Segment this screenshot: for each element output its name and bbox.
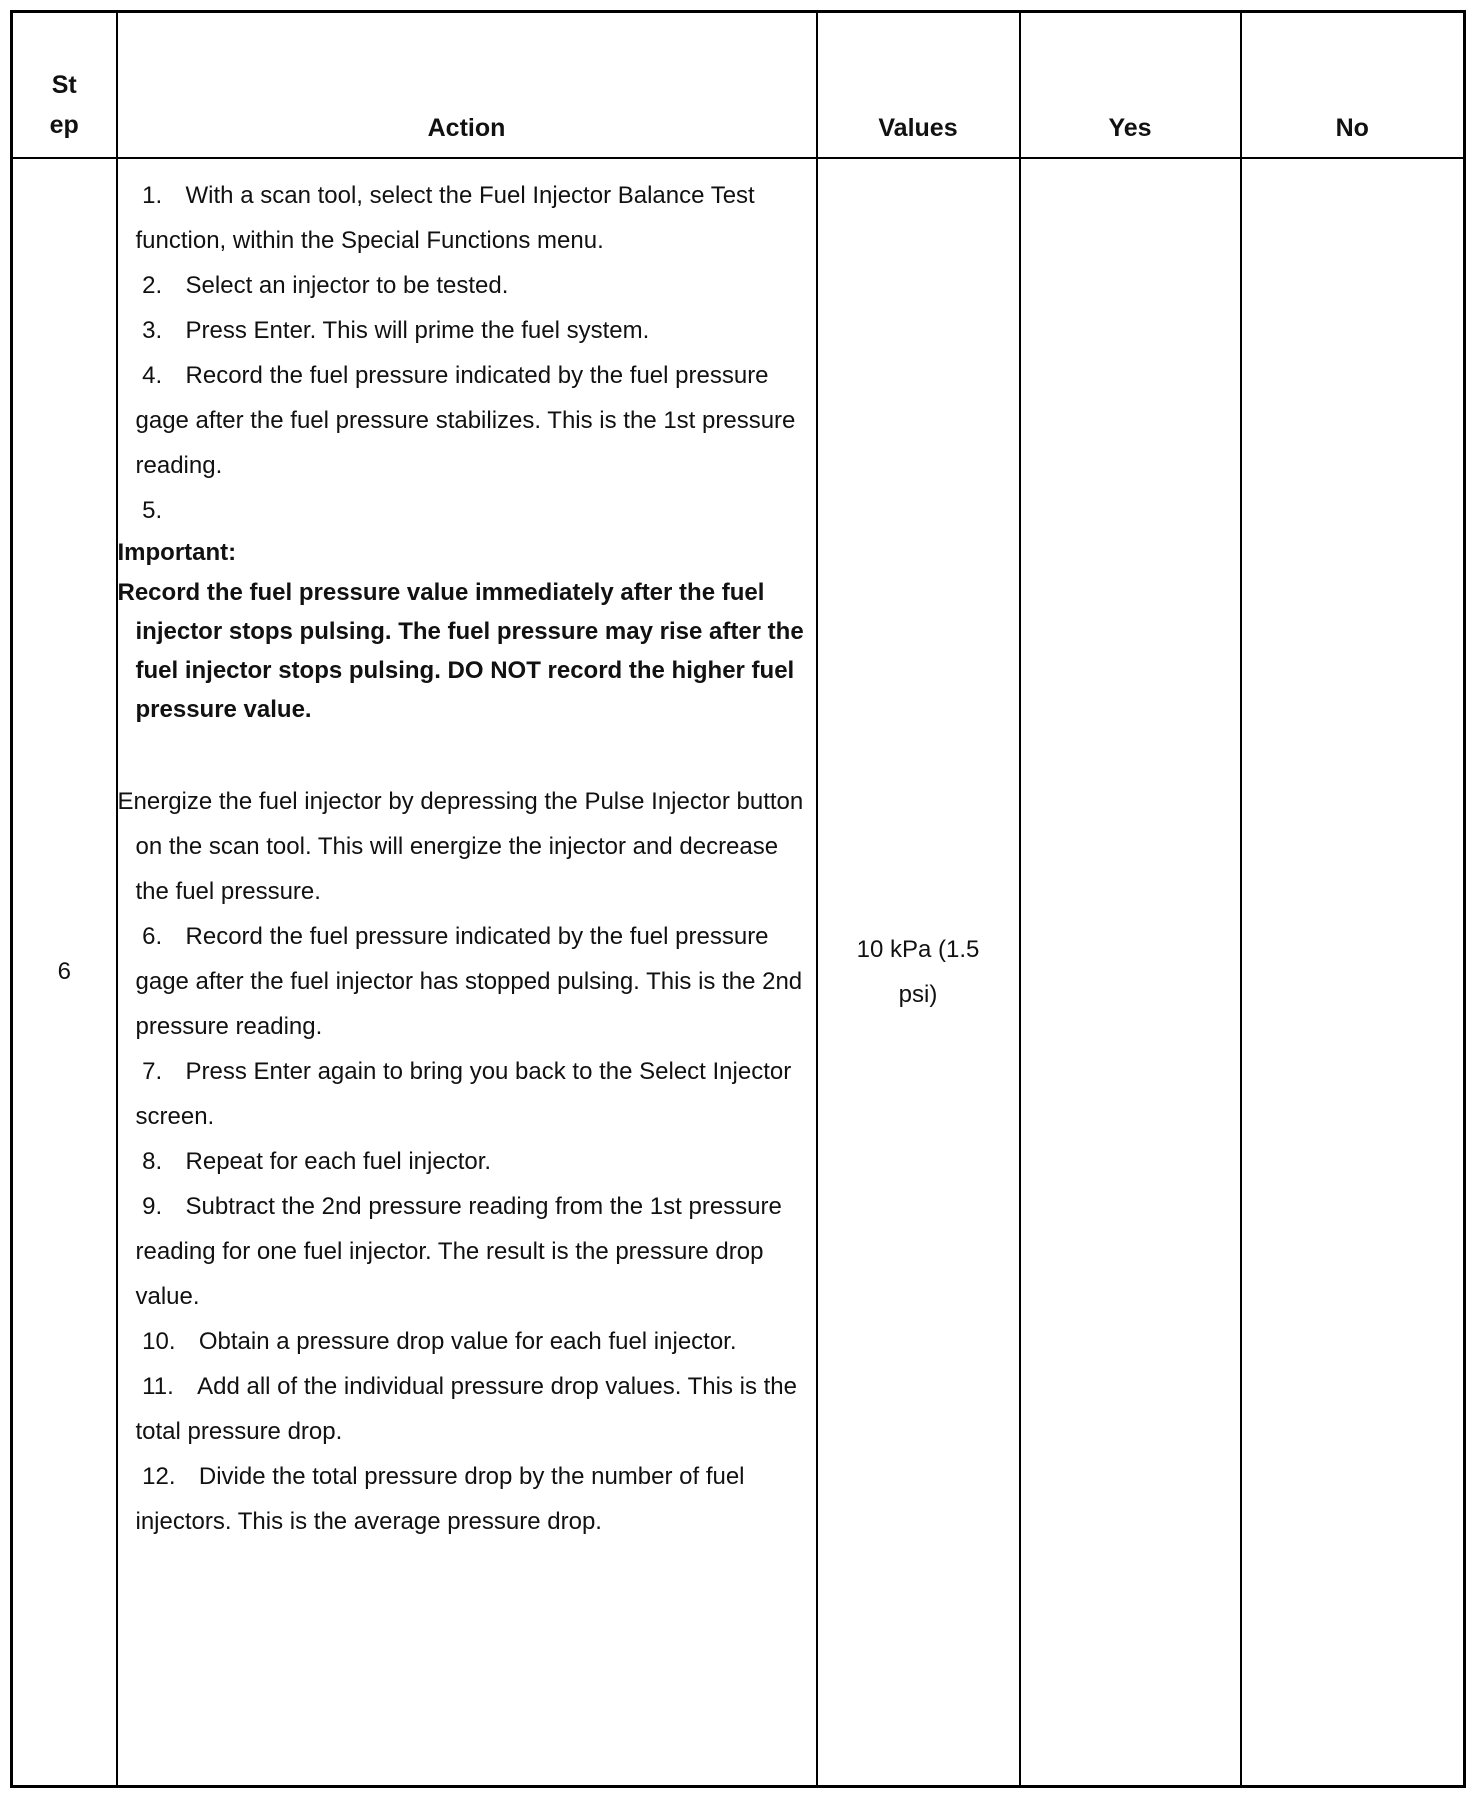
action-step-number: 8. [135,1147,176,1175]
no-cell [1241,158,1465,1787]
diagnostic-table [10,10,1466,1788]
value-text: 10 kPa (1.5 psi) [856,935,980,1008]
action-step-text: Press Enter again to bring you back to the Select Injector screen. [135,1057,792,1130]
action-step-number: 3. [135,316,176,344]
action-steps-after [118,914,806,1544]
action-step-number: 6. [135,922,176,950]
action-step-text: Add all of the individual pressure drop values. This is the total pressure drop. [135,1372,797,1445]
action-step-number: 5. [135,496,176,524]
action-step-text: Divide the total pressure drop by the number of fuel injectors. This is the average pressure drop. [135,1462,745,1535]
action-step-text: Repeat for each fuel injector. [185,1147,492,1175]
action-step-number: 9. [135,1192,176,1220]
action-step-text: Select an injector to be tested. [185,271,509,299]
action-step-text: Subtract the 2nd pressure reading from the 1st pressure reading for one fuel injector. The result is the pressure drop value. [135,1192,782,1310]
action-step-text: Record the fuel pressure indicated by the fuel pressure gage after the fuel injector has stopped pulsing. This is the 2nd pressure reading. [135,922,803,1040]
action-step-text: Press Enter. This will prime the fuel system. [185,316,650,344]
action-step-text: Record the fuel pressure indicated by the fuel pressure gage after the fuel pressure stabilizes. This is the 1st pressure reading. [135,361,796,479]
action-step [118,1364,806,1454]
action-step [118,1454,806,1544]
action-step [118,488,806,533]
action-step [118,1139,806,1184]
action-step-text: Obtain a pressure drop value for each fuel injector. [198,1327,737,1355]
action-step [118,1184,806,1319]
action-cell [117,158,817,1787]
header-yes: Yes [1020,12,1241,158]
header-row [12,12,1465,158]
spacer [118,729,806,779]
energize-text: Energize the fuel injector by depressing the Pulse Injector button on the scan tool. This will energize the injector and decrease the fuel pressure. [117,787,804,905]
action-step-text: With a scan tool, select the Fuel Injector Balance Test function, within the Special Functions menu. [135,181,755,254]
header-step-label: St ep [49,70,79,139]
action-step-number: 1. [135,181,176,209]
header-action: Action [117,12,817,158]
important-text: Record the fuel pressure value immediately after the fuel injector stops pulsing. The fuel pressure may rise after the fuel injector stops pulsing. DO NOT record the higher fuel pressure value. [117,578,804,723]
action-steps-before [118,173,806,533]
action-step [118,263,806,308]
action-step-number: 4. [135,361,176,389]
action-step [118,308,806,353]
action-step-number: 7. [135,1057,176,1085]
header-step [12,12,117,158]
yes-cell [1020,158,1241,1787]
action-step [118,353,806,488]
header-no: No [1241,12,1465,158]
table-row [12,158,1465,1787]
action-step [118,173,806,263]
action-step [118,1049,806,1139]
action-step-number: 2. [135,271,176,299]
header-values: Values [817,12,1020,158]
action-step-number: 12. [135,1462,189,1490]
action-step-number: 11. [135,1372,188,1400]
action-step [118,914,806,1049]
step-number: 6 [12,158,117,1787]
values-cell [817,158,1020,1787]
important-title: Important: [117,538,237,566]
action-step [118,1319,806,1364]
action-step-number: 10. [135,1327,189,1355]
